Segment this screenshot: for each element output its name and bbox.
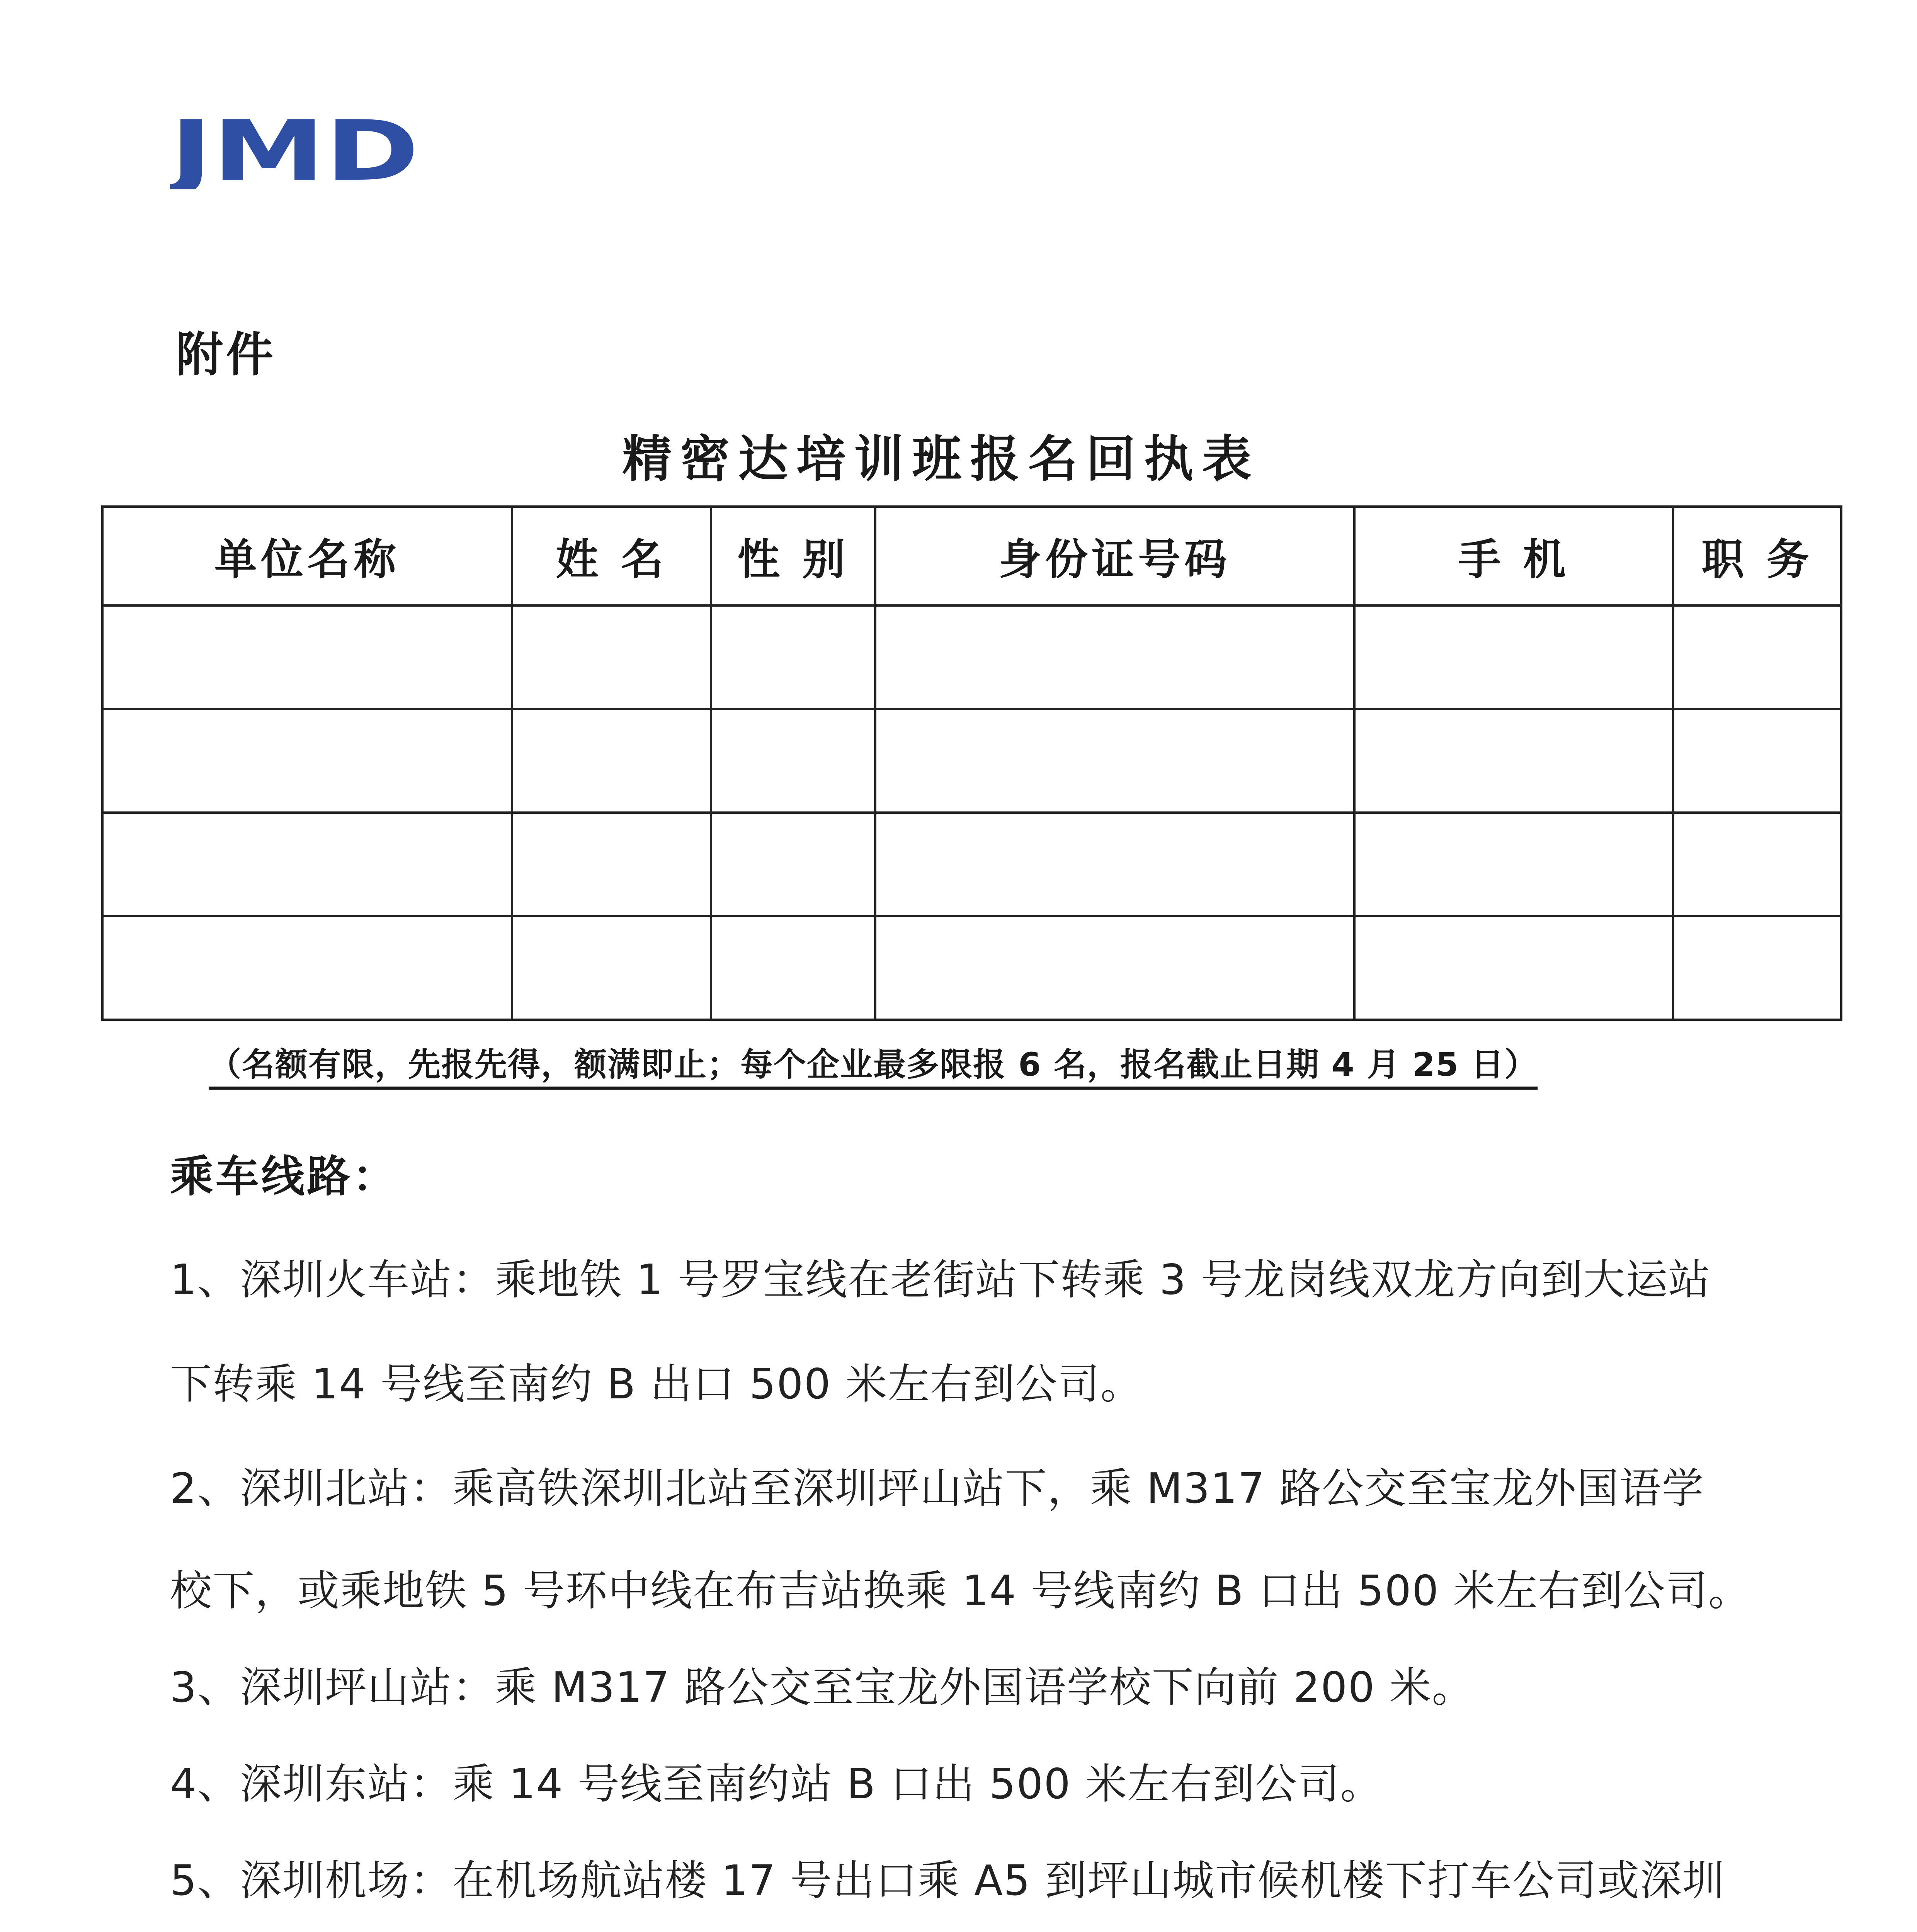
- route-line: 3、深圳坪山站：乘 M317 路公交至宝龙外国语学校下向前 200 米。: [170, 1663, 1475, 1712]
- column-header-unit: 单位名称: [102, 507, 512, 605]
- table-cell[interactable]: [711, 709, 875, 813]
- table-cell[interactable]: [102, 813, 512, 916]
- table-cell[interactable]: [1354, 916, 1673, 1020]
- route-line: 下转乘 14 号线至南约 B 出口 500 米左右到公司。: [170, 1360, 1143, 1408]
- table-cell[interactable]: [1673, 916, 1841, 1020]
- table-cell[interactable]: [102, 605, 512, 709]
- table-cell[interactable]: [875, 916, 1354, 1020]
- table-cell[interactable]: [1354, 709, 1673, 813]
- table-cell[interactable]: [512, 916, 711, 1020]
- route-line: 4、深圳东站：乘 14 号线至南约站 B 口出 500 米左右到公司。: [170, 1760, 1383, 1808]
- table-cell[interactable]: [875, 813, 1354, 916]
- routes-heading: 乘车线路：: [170, 1151, 398, 1202]
- table-header-row: [102, 507, 1841, 605]
- table-cell[interactable]: [875, 605, 1354, 709]
- column-header-mobile: 手 机: [1354, 507, 1673, 605]
- table-cell[interactable]: [512, 709, 711, 813]
- registration-table: [101, 505, 1842, 1021]
- table-cell[interactable]: [1673, 605, 1841, 709]
- route-line: 1、深圳火车站：乘地铁 1 号罗宝线在老街站下转乘 3 号龙岗线双龙方向到大运站: [170, 1256, 1711, 1304]
- company-logo: [170, 116, 421, 189]
- table-cell[interactable]: [102, 916, 512, 1020]
- column-header-name: 姓 名: [512, 507, 711, 605]
- logo-text: JMD: [170, 116, 419, 189]
- table-cell[interactable]: [711, 605, 875, 709]
- route-line: 5、深圳机场：在机场航站楼 17 号出口乘 A5 到坪山城市候机楼下打车公司或深圳: [170, 1857, 1725, 1905]
- table-cell[interactable]: [711, 813, 875, 916]
- table-row: [102, 916, 1841, 1020]
- table-row: [102, 813, 1841, 916]
- table-cell[interactable]: [1673, 813, 1841, 916]
- table-cell[interactable]: [512, 813, 711, 916]
- table-cell[interactable]: [102, 709, 512, 813]
- table-cell[interactable]: [1354, 605, 1673, 709]
- column-header-position: 职 务: [1673, 507, 1841, 605]
- table-cell[interactable]: [512, 605, 711, 709]
- table-row: [102, 605, 1841, 709]
- attachment-label: 附件: [176, 327, 276, 382]
- route-line: 校下，或乘地铁 5 号环中线在布吉站换乘 14 号线南约 B 口出 500 米左右到公司。: [170, 1567, 1751, 1615]
- table-row: [102, 709, 1841, 813]
- table-cell[interactable]: [875, 709, 1354, 813]
- form-title: 精密达培训班报名回执表: [622, 430, 1260, 488]
- jmd-logo-icon: [170, 116, 421, 189]
- registration-note: （名额有限，先报先得，额满即止；每个企业最多限报 6 名，报名截止日期 4 月 25 日）: [209, 1046, 1538, 1083]
- table-cell[interactable]: [1673, 709, 1841, 813]
- table-cell[interactable]: [1354, 813, 1673, 916]
- route-line: 2、深圳北站：乘高铁深圳北站至深圳坪山站下，乘 M317 路公交至宝龙外国语学: [170, 1464, 1704, 1513]
- table-cell[interactable]: [711, 916, 875, 1020]
- column-header-id-number: 身份证号码: [875, 507, 1354, 605]
- column-header-gender: 性 别: [711, 507, 875, 605]
